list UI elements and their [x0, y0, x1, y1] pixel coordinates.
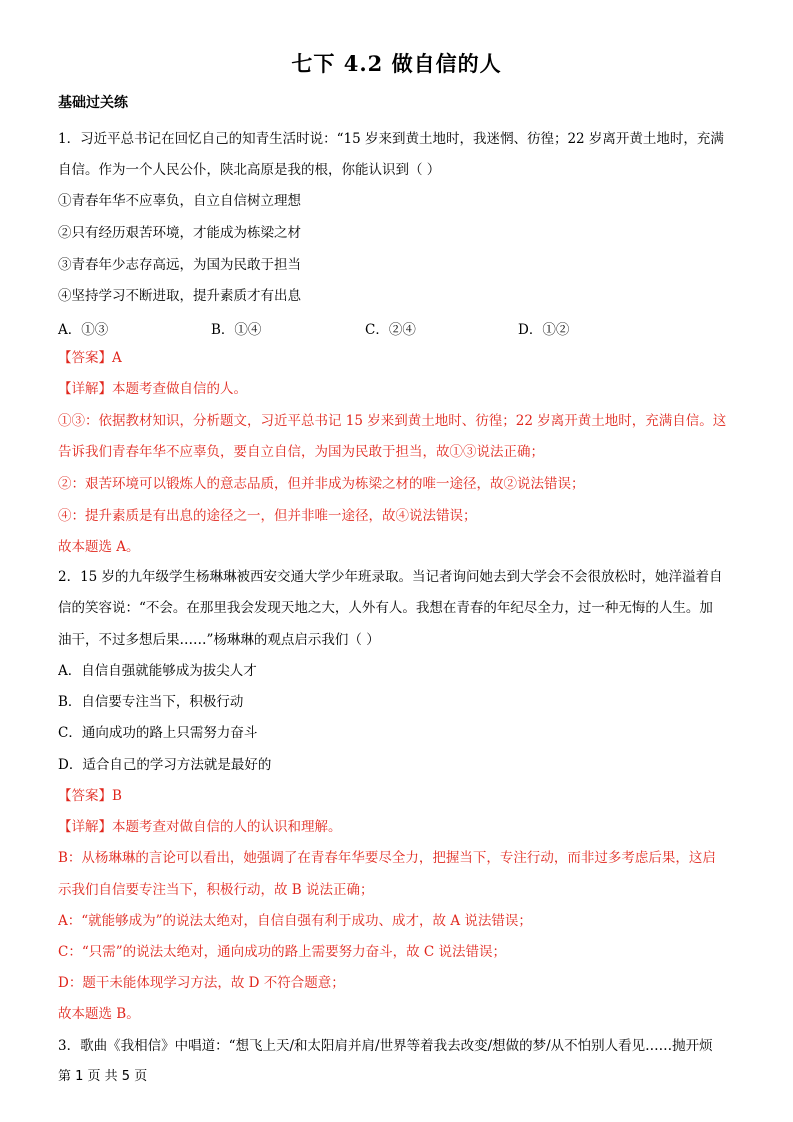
- q1-explanation-3: ④：提升素质是有出息的途径之一，但并非唯一途径，故④说法错误；: [58, 508, 477, 524]
- q2-explanation-c: C：“只需”的说法太绝对，通向成功的路上需要努力奋斗，故 C 说法错误；: [58, 944, 507, 960]
- q2-option-a: A．自信自强就能够成为拔尖人才: [58, 663, 257, 679]
- q1-option-b: B．①④: [211, 322, 262, 338]
- q2-answer: 【答案】B: [58, 788, 122, 804]
- q2-detail: 【详解】本题考查对做自信的人的认识和理解。: [58, 819, 342, 835]
- q2-option-c: C．通向成功的路上只需努力奋斗: [58, 725, 258, 741]
- q1-explanation-2: ②：艰苦环境可以锻炼人的意志品质，但并非成为栋梁之材的唯一途径，故②说法错误；: [58, 476, 585, 492]
- q2-conclusion: 故本题选 B。: [58, 1006, 140, 1022]
- q1-option-c: C．②④: [365, 322, 416, 338]
- page-footer: 第 1 页 共 5 页: [58, 1069, 148, 1084]
- q2-explanation-b-2: 示我们自信要专注当下，积极行动，故 B 说法正确；: [58, 882, 374, 898]
- q1-conclusion: 故本题选 A。: [58, 539, 140, 555]
- q2-explanation-d: D：题干未能体现学习方法，故 D 不符合题意；: [58, 975, 345, 991]
- page-title: 七下 4.2 做自信的人: [291, 51, 502, 76]
- q1-option-a: A．①③: [58, 322, 109, 338]
- q2-explanation-b-1: B：从杨琳琳的言论可以看出，她强调了在青春年华要尽全力，把握当下，专注行动，而非过多考虑后果，这启: [58, 850, 716, 866]
- q1-statement-4: ④坚持学习不断进取，提升素质才有出息: [58, 288, 301, 304]
- q1-option-d: D．①②: [518, 322, 570, 338]
- q2-stem-line-1: 2．15 岁的九年级学生杨琳琳被西安交通大学少年班录取。当记者询问她去到大学会不会很放松时，她洋溢着自: [58, 569, 723, 585]
- q2-option-d: D．适合自己的学习方法就是最好的: [58, 757, 272, 773]
- q1-answer: 【答案】A: [58, 350, 122, 366]
- q1-detail: 【详解】本题考查做自信的人。: [58, 381, 247, 397]
- q3-stem-line-1: 3．歌曲《我相信》中唱道：“想飞上天/和太阳肩并肩/世界等着我去改变/想做的梦/从不怕别人看见……抛开烦: [58, 1038, 713, 1054]
- section-heading: 基础过关练: [58, 95, 128, 111]
- q2-stem-line-2: 信的笑容说：“不会。在那里我会发现天地之大，人外有人。我想在青春的年纪尽全力，过一种无悔的人生。加: [58, 600, 713, 616]
- q1-statement-1: ①青春年华不应辜负，自立自信树立理想: [58, 193, 301, 209]
- q1-explanation-1b: 告诉我们青春年华不应辜负，要自立自信，为国为民敢于担当，故①③说法正确；: [58, 444, 544, 460]
- q1-explanation-1a: ①③：依据教材知识，分析题文，习近平总书记 15 岁来到黄土地时、彷徨；22 岁离开黄土地时，充满自信。这: [58, 413, 727, 429]
- q1-stem-line-2: 自信。作为一个人民公仆，陕北高原是我的根，你能认识到（ ）: [58, 162, 441, 178]
- q1-stem-line-1: 1．习近平总书记在回忆自己的知青生活时说：“15 岁来到黄土地时，我迷惘、彷徨；22 岁离开黄土地时，充满: [58, 131, 724, 147]
- q1-statement-3: ③青春年少志存高远，为国为民敢于担当: [58, 257, 301, 273]
- q2-explanation-a: A：“就能够成为”的说法太绝对，自信自强有利于成功、成才，故 A 说法错误；: [58, 913, 532, 929]
- q2-option-b: B．自信要专注当下，积极行动: [58, 694, 244, 710]
- q2-stem-line-3: 油干，不过多想后果……”杨琳琳的观点启示我们（ ）: [58, 632, 380, 648]
- q1-statement-2: ②只有经历艰苦环境，才能成为栋梁之材: [58, 225, 301, 241]
